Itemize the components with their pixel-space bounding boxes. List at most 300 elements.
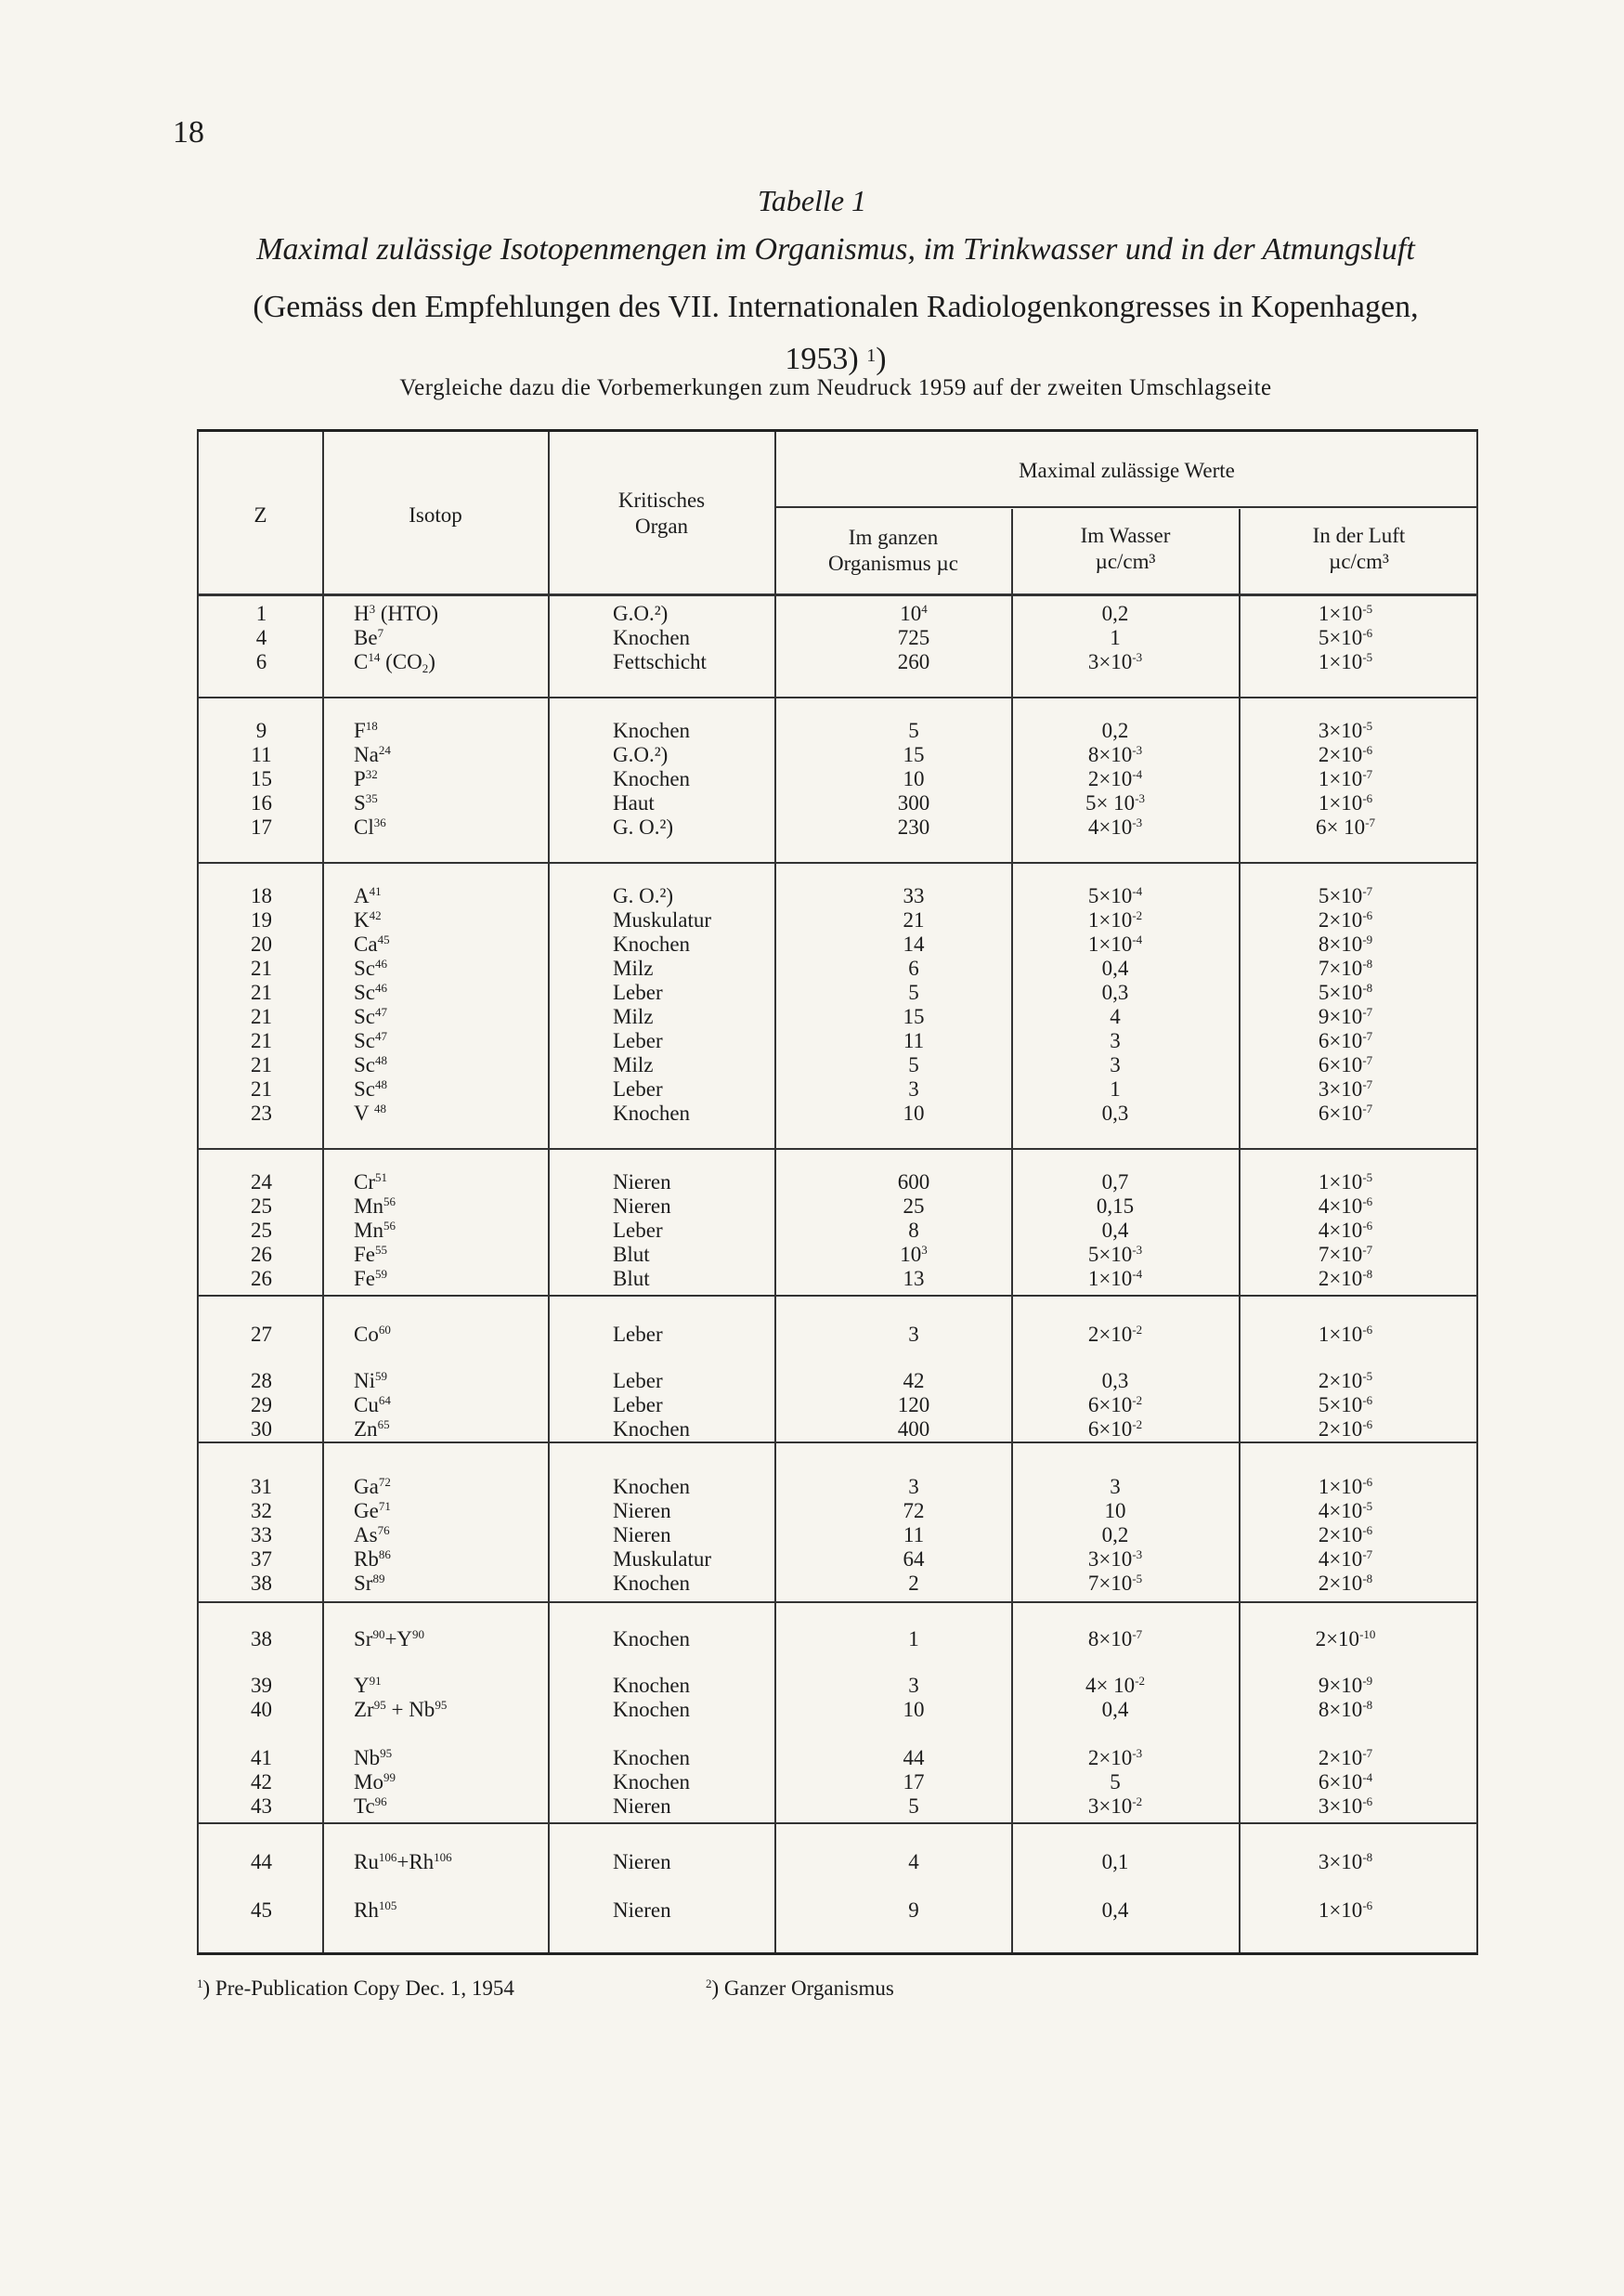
water-exp: -2 — [1132, 1794, 1143, 1808]
water-exp: -7 — [1132, 1627, 1143, 1641]
organism-value: 8 — [908, 1219, 919, 1242]
air-value: 4×10 — [1318, 1547, 1363, 1571]
organism-value: 2 — [908, 1572, 919, 1595]
water-exp: -3 — [1132, 815, 1143, 829]
cell-organ: Knochen — [613, 1698, 691, 1721]
cell-organ: Nieren — [613, 1170, 671, 1194]
isotope-extra: +Y — [384, 1627, 413, 1650]
cell-organ: G.O.²) — [613, 602, 669, 625]
water-value: 3 — [1110, 1053, 1121, 1076]
cell-air-value — [1239, 1626, 1452, 1651]
cell-organism-value — [774, 1242, 1053, 1267]
header-isotope: Isotop — [409, 503, 462, 527]
cell-organism-value — [774, 1368, 1053, 1393]
air-exp: -6 — [1362, 1523, 1373, 1537]
cell-z: 25 — [251, 1194, 272, 1218]
cell-z: 39 — [251, 1674, 272, 1697]
water-value: 5×10 — [1087, 884, 1133, 907]
isotope-element: Rb — [354, 1547, 379, 1571]
organism-value: 3 — [908, 1077, 919, 1101]
air-value: 1×10 — [1318, 1323, 1363, 1346]
cell-isotope — [354, 1169, 539, 1194]
cell-isotope — [354, 1194, 539, 1219]
isotope-element: Sc — [354, 957, 375, 980]
isotope-extra-mass: 90 — [412, 1627, 425, 1641]
header-water-line2: µc/cm³ — [1095, 550, 1156, 573]
organism-value: 9 — [908, 1898, 919, 1922]
cell-organism-value — [774, 1004, 1053, 1029]
isotope-element: P — [354, 767, 366, 790]
air-exp: -9 — [1362, 933, 1373, 946]
water-exp: -2 — [1132, 1323, 1143, 1337]
organism-value: 400 — [897, 1417, 930, 1441]
isotope-mass: 48 — [375, 1053, 387, 1067]
isotope-element: Ga — [354, 1475, 379, 1498]
cell-organism-value — [774, 1697, 1053, 1722]
group-rule — [199, 1822, 1476, 1824]
isotope-mass: 65 — [377, 1417, 390, 1431]
air-exp: -7 — [1362, 1053, 1373, 1067]
air-value: 2×10 — [1318, 1572, 1363, 1595]
air-value: 4×10 — [1318, 1219, 1363, 1242]
cell-z: 21 — [251, 1029, 272, 1052]
cell-organism-value — [774, 1498, 1053, 1523]
cell-isotope — [354, 956, 539, 981]
air-value: 5×10 — [1318, 1393, 1363, 1416]
organism-value: 10 — [900, 1243, 922, 1266]
cell-organism-value — [774, 601, 1053, 626]
air-exp: -7 — [1362, 1746, 1373, 1760]
air-value: 6×10 — [1318, 1102, 1363, 1125]
isotope-element: Zn — [354, 1417, 378, 1441]
isotope-element: Mo — [354, 1770, 383, 1794]
cell-isotope — [354, 1571, 539, 1596]
cell-z: 24 — [251, 1170, 272, 1194]
cell-air-value — [1239, 1242, 1452, 1267]
water-value: 5 — [1110, 1770, 1121, 1794]
isotope-mass: 96 — [374, 1794, 387, 1808]
air-exp: -8 — [1362, 1572, 1373, 1585]
isotope-element: Be — [354, 626, 378, 649]
cell-organism-value — [774, 1626, 1053, 1651]
header-organ-line1: Kritisches — [617, 489, 706, 512]
air-exp: -6 — [1362, 1194, 1373, 1208]
cell-isotope — [354, 932, 539, 957]
water-exp: -3 — [1132, 743, 1143, 757]
air-value: 2×10 — [1318, 1417, 1363, 1441]
cell-water-value — [1013, 1849, 1217, 1874]
isotope-extra: +Rh — [396, 1850, 435, 1873]
header-organism-line2: Organismus µc — [828, 552, 958, 575]
cell-air-value — [1239, 1571, 1452, 1596]
air-exp: -7 — [1362, 1243, 1373, 1257]
source-line-1: (Gemäss den Empfehlungen des VII. Internationalen Radiologenkongresses in Kopenhagen, — [253, 290, 1419, 324]
cell-water-value — [1013, 1028, 1217, 1053]
water-exp: -4 — [1132, 884, 1143, 898]
organism-exp: 4 — [921, 602, 928, 616]
cell-organ: Knochen — [613, 1674, 691, 1697]
cell-z: 9 — [255, 719, 267, 742]
isotope-mass: 14 — [368, 650, 381, 664]
air-value: 1×10 — [1318, 1898, 1363, 1922]
air-exp: -7 — [1365, 815, 1376, 829]
cell-organism-value — [774, 1745, 1053, 1770]
cell-isotope — [354, 815, 539, 840]
water-value: 0,3 — [1101, 981, 1129, 1004]
cell-air-value — [1239, 1849, 1452, 1874]
isotope-mass: 41 — [369, 884, 382, 898]
water-value: 0,2 — [1101, 719, 1129, 742]
cell-water-value — [1013, 1194, 1217, 1219]
cell-organ: Nieren — [613, 1794, 671, 1818]
water-value: 0,3 — [1101, 1369, 1129, 1392]
cell-z: 26 — [251, 1267, 272, 1290]
cell-organ: Nieren — [613, 1194, 671, 1218]
isotope-element: Sc — [354, 981, 375, 1004]
cell-water-value — [1013, 1571, 1217, 1596]
isotope-extra: (HTO) — [375, 602, 439, 625]
cell-isotope — [354, 1474, 539, 1499]
cell-water-value — [1013, 1769, 1217, 1794]
air-value: 3×10 — [1318, 1794, 1363, 1818]
isotope-mass: 51 — [375, 1170, 387, 1184]
group-rule — [199, 1148, 1476, 1150]
isotope-element: Sr — [354, 1627, 373, 1650]
cell-z: 21 — [251, 1053, 272, 1076]
isotope-mass: 95 — [373, 1698, 386, 1712]
air-exp: -5 — [1362, 719, 1373, 733]
cell-isotope — [354, 1416, 539, 1442]
isotope-element: Mn — [354, 1194, 383, 1218]
air-value: 3×10 — [1318, 1077, 1363, 1101]
water-value: 0,2 — [1101, 1523, 1129, 1546]
cell-organ: Milz — [613, 1053, 654, 1076]
air-value: 1×10 — [1318, 767, 1363, 790]
water-value: 0,4 — [1101, 1219, 1129, 1242]
cell-air-value — [1239, 742, 1452, 767]
organism-value: 5 — [908, 719, 919, 742]
isotope-element: Na — [354, 743, 379, 766]
cell-z: 23 — [251, 1102, 272, 1125]
cell-isotope — [354, 1242, 539, 1267]
cell-isotope — [354, 790, 539, 815]
cell-organ: Knochen — [613, 767, 691, 790]
isotope-mass: 32 — [365, 767, 378, 781]
rule-v2 — [548, 432, 550, 1952]
air-exp: -5 — [1362, 1499, 1373, 1513]
table-note: Vergleiche dazu die Vorbemerkungen zum Neudruck 1959 auf der zweiten Umschlagseite — [399, 375, 1272, 400]
cell-z: 43 — [251, 1794, 272, 1818]
water-value: 6×10 — [1087, 1417, 1133, 1441]
organism-value: 42 — [903, 1369, 925, 1392]
isotope-mass: 56 — [383, 1194, 396, 1208]
isotope-element: Cr — [354, 1170, 375, 1194]
isotope-element: As — [354, 1523, 378, 1546]
isotope-mass: 48 — [375, 1077, 387, 1091]
header-organism-line1: Im ganzen — [848, 526, 939, 549]
cell-air-value — [1239, 1368, 1452, 1393]
water-value: 7×10 — [1087, 1572, 1133, 1595]
isotope-element: F — [354, 719, 366, 742]
cell-air-value — [1239, 1522, 1452, 1547]
cell-z: 17 — [251, 815, 272, 839]
cell-isotope — [354, 1368, 539, 1393]
cell-organ: Muskulatur — [613, 1547, 712, 1571]
cell-air-value — [1239, 980, 1452, 1005]
cell-organism-value — [774, 1769, 1053, 1794]
source-ref: 1 — [866, 346, 877, 366]
cell-isotope — [354, 1266, 539, 1291]
water-value: 1×10 — [1087, 933, 1133, 956]
organism-value: 300 — [897, 791, 930, 815]
cell-isotope — [354, 1769, 539, 1794]
cell-water-value — [1013, 883, 1217, 908]
air-value: 7×10 — [1318, 957, 1363, 980]
cell-organism-value — [774, 1571, 1053, 1596]
water-value: 4×10 — [1087, 815, 1133, 839]
cell-water-value — [1013, 1218, 1217, 1243]
cell-water-value — [1013, 1169, 1217, 1194]
cell-organ: Knochen — [613, 1102, 691, 1125]
air-value: 1×10 — [1318, 1170, 1363, 1194]
cell-isotope — [354, 1794, 539, 1819]
cell-organ: Leber — [613, 981, 663, 1004]
air-value: 1×10 — [1318, 791, 1363, 815]
cell-water-value — [1013, 1898, 1217, 1923]
air-exp: -7 — [1362, 1547, 1373, 1561]
table-title: Tabelle 1 — [757, 184, 867, 217]
cell-air-value — [1239, 649, 1452, 674]
air-value: 1×10 — [1318, 650, 1363, 673]
cell-organism-value — [774, 1474, 1053, 1499]
cell-organ: G. O.²) — [613, 815, 674, 839]
isotope-mass: 59 — [375, 1369, 387, 1383]
cell-water-value — [1013, 1392, 1217, 1417]
air-exp: -7 — [1362, 1029, 1373, 1043]
isotope-mass: 99 — [383, 1770, 396, 1784]
table-subtitle: Maximal zulässige Isotopenmengen im Organismus, im Trinkwasser und in der Atmungsluft — [256, 232, 1415, 267]
air-exp: -8 — [1362, 957, 1373, 971]
air-exp: -6 — [1362, 1475, 1373, 1489]
cell-air-value — [1239, 883, 1452, 908]
organism-value: 17 — [903, 1770, 925, 1794]
cell-z: 33 — [251, 1523, 272, 1546]
cell-air-value — [1239, 1218, 1452, 1243]
cell-organism-value — [774, 1673, 1053, 1698]
isotope-mass: 7 — [377, 626, 384, 640]
cell-organ: Haut — [613, 791, 655, 815]
cell-air-value — [1239, 1101, 1452, 1126]
air-exp: -8 — [1362, 1267, 1373, 1281]
cell-water-value — [1013, 956, 1217, 981]
water-exp: -2 — [1135, 1674, 1146, 1688]
organism-value: 10 — [900, 602, 922, 625]
water-exp: -3 — [1132, 1547, 1143, 1561]
cell-organism-value — [774, 766, 1053, 791]
cell-isotope — [354, 1626, 539, 1651]
cell-air-value — [1239, 718, 1452, 743]
cell-organism-value — [774, 1849, 1053, 1874]
air-value: 2×10 — [1318, 1369, 1363, 1392]
air-exp: -6 — [1362, 1417, 1373, 1431]
rule-header-group — [774, 506, 1476, 508]
isotope-mass: 86 — [378, 1547, 391, 1561]
organism-value: 13 — [903, 1267, 925, 1290]
organism-value: 120 — [897, 1393, 930, 1416]
cell-organism-value — [774, 1266, 1053, 1291]
isotope-element: S — [354, 791, 366, 815]
cell-isotope — [354, 1522, 539, 1547]
organism-value: 15 — [903, 1005, 925, 1028]
cell-organ: Knochen — [613, 1770, 691, 1794]
organism-value: 4 — [908, 1850, 919, 1873]
cell-isotope — [354, 649, 539, 674]
cell-air-value — [1239, 1028, 1452, 1053]
isotope-mass: 46 — [375, 981, 387, 995]
air-value: 2×10 — [1318, 743, 1363, 766]
cell-air-value — [1239, 1697, 1452, 1722]
water-value: 0,2 — [1101, 602, 1129, 625]
footnote-2 — [706, 1976, 894, 2001]
cell-isotope — [354, 742, 539, 767]
cell-water-value — [1013, 1546, 1217, 1572]
cell-organ: Milz — [613, 957, 654, 980]
water-value: 4 — [1110, 1005, 1121, 1028]
cell-z: 31 — [251, 1475, 272, 1498]
cell-organ: Milz — [613, 1005, 654, 1028]
cell-organ: Fettschicht — [613, 650, 707, 673]
cell-z: 21 — [251, 1077, 272, 1101]
cell-organ: Blut — [613, 1267, 650, 1290]
air-exp: -8 — [1362, 1698, 1373, 1712]
water-exp: -3 — [1132, 1243, 1143, 1257]
cell-water-value — [1013, 1416, 1217, 1442]
cell-organism-value — [774, 956, 1053, 981]
cell-isotope — [354, 625, 539, 650]
water-exp: -2 — [1132, 1417, 1143, 1431]
cell-isotope — [354, 1028, 539, 1053]
cell-organ: Knochen — [613, 1417, 691, 1441]
cell-air-value — [1239, 1498, 1452, 1523]
cell-water-value — [1013, 1474, 1217, 1499]
air-value: 2×10 — [1315, 1627, 1360, 1650]
cell-z: 41 — [251, 1746, 272, 1769]
organism-value: 11 — [903, 1523, 925, 1546]
header-air — [1240, 523, 1478, 575]
isotope-element: Fe — [354, 1267, 375, 1290]
cell-organ: Knochen — [613, 1627, 691, 1650]
cell-organ: Nieren — [613, 1523, 671, 1546]
isotope-element: Ca — [354, 933, 378, 956]
isotope-element: Nb — [354, 1746, 381, 1769]
cell-z: 6 — [255, 650, 267, 673]
cell-z: 11 — [251, 743, 272, 766]
isotope-table — [197, 429, 1478, 1955]
cell-organ: Leber — [613, 1077, 663, 1101]
isotope-mass: 72 — [378, 1475, 391, 1489]
cell-water-value — [1013, 1004, 1217, 1029]
air-value: 8×10 — [1318, 1698, 1363, 1721]
water-value: 3×10 — [1087, 650, 1133, 673]
air-exp: -10 — [1359, 1627, 1376, 1641]
cell-organ: Knochen — [613, 719, 691, 742]
cell-air-value — [1239, 1794, 1452, 1819]
organism-value: 3 — [908, 1674, 919, 1697]
air-value: 6× 10 — [1315, 815, 1366, 839]
cell-isotope — [354, 766, 539, 791]
cell-isotope — [354, 1101, 539, 1126]
isotope-element: Ge — [354, 1499, 379, 1522]
water-value: 8×10 — [1087, 1627, 1133, 1650]
isotope-mass: 36 — [373, 815, 386, 829]
organism-value: 14 — [903, 933, 925, 956]
cell-air-value — [1239, 790, 1452, 815]
air-exp: -6 — [1362, 743, 1373, 757]
cell-organ: Knochen — [613, 1572, 691, 1595]
cell-water-value — [1013, 766, 1217, 791]
cell-water-value — [1013, 1697, 1217, 1722]
isotope-mass: 42 — [369, 908, 382, 922]
water-value: 0,3 — [1101, 1102, 1129, 1125]
isotope-mass: 3 — [369, 602, 376, 616]
isotope-element: H — [354, 602, 370, 625]
air-value: 3×10 — [1318, 1850, 1363, 1873]
isotope-element: Co — [354, 1323, 379, 1346]
air-exp: -6 — [1362, 1794, 1373, 1808]
cell-organism-value — [774, 1794, 1053, 1819]
water-value: 0,4 — [1101, 957, 1129, 980]
cell-z: 29 — [251, 1393, 272, 1416]
cell-air-value — [1239, 815, 1452, 840]
cell-air-value — [1239, 1266, 1452, 1291]
cell-organism-value — [774, 1392, 1053, 1417]
cell-z: 21 — [251, 981, 272, 1004]
group-rule — [199, 1295, 1476, 1297]
cell-organism-value — [774, 718, 1053, 743]
header-z: Z — [253, 503, 267, 527]
cell-z: 20 — [251, 933, 272, 956]
water-exp: -4 — [1132, 1267, 1143, 1281]
cell-water-value — [1013, 790, 1217, 815]
cell-z: 4 — [255, 626, 267, 649]
water-exp: -4 — [1132, 767, 1143, 781]
isotope-mass: 35 — [365, 791, 378, 805]
cell-organism-value — [774, 625, 1053, 650]
organism-value: 11 — [903, 1029, 925, 1052]
cell-organ: G. O.²) — [613, 884, 674, 907]
air-value: 6×10 — [1318, 1029, 1363, 1052]
air-exp: -6 — [1362, 1393, 1373, 1407]
water-value: 4× 10 — [1085, 1674, 1136, 1697]
water-value: 2×10 — [1087, 1323, 1133, 1346]
cell-water-value — [1013, 1522, 1217, 1547]
cell-water-value — [1013, 815, 1217, 840]
water-value: 0,4 — [1101, 1698, 1129, 1721]
water-value: 0,15 — [1096, 1194, 1135, 1218]
air-value: 7×10 — [1318, 1243, 1363, 1266]
air-value: 1×10 — [1318, 602, 1363, 625]
isotope-extra-sub: 2 — [422, 661, 429, 675]
isotope-element: Tc — [354, 1794, 375, 1818]
cell-organ: Nieren — [613, 1499, 671, 1522]
cell-air-value — [1239, 1004, 1452, 1029]
organism-value: 10 — [903, 1102, 925, 1125]
isotope-element: V — [354, 1102, 374, 1125]
cell-water-value — [1013, 1626, 1217, 1651]
air-exp: -6 — [1362, 791, 1373, 805]
air-value: 4×10 — [1318, 1194, 1363, 1218]
cell-air-value — [1239, 1052, 1452, 1077]
